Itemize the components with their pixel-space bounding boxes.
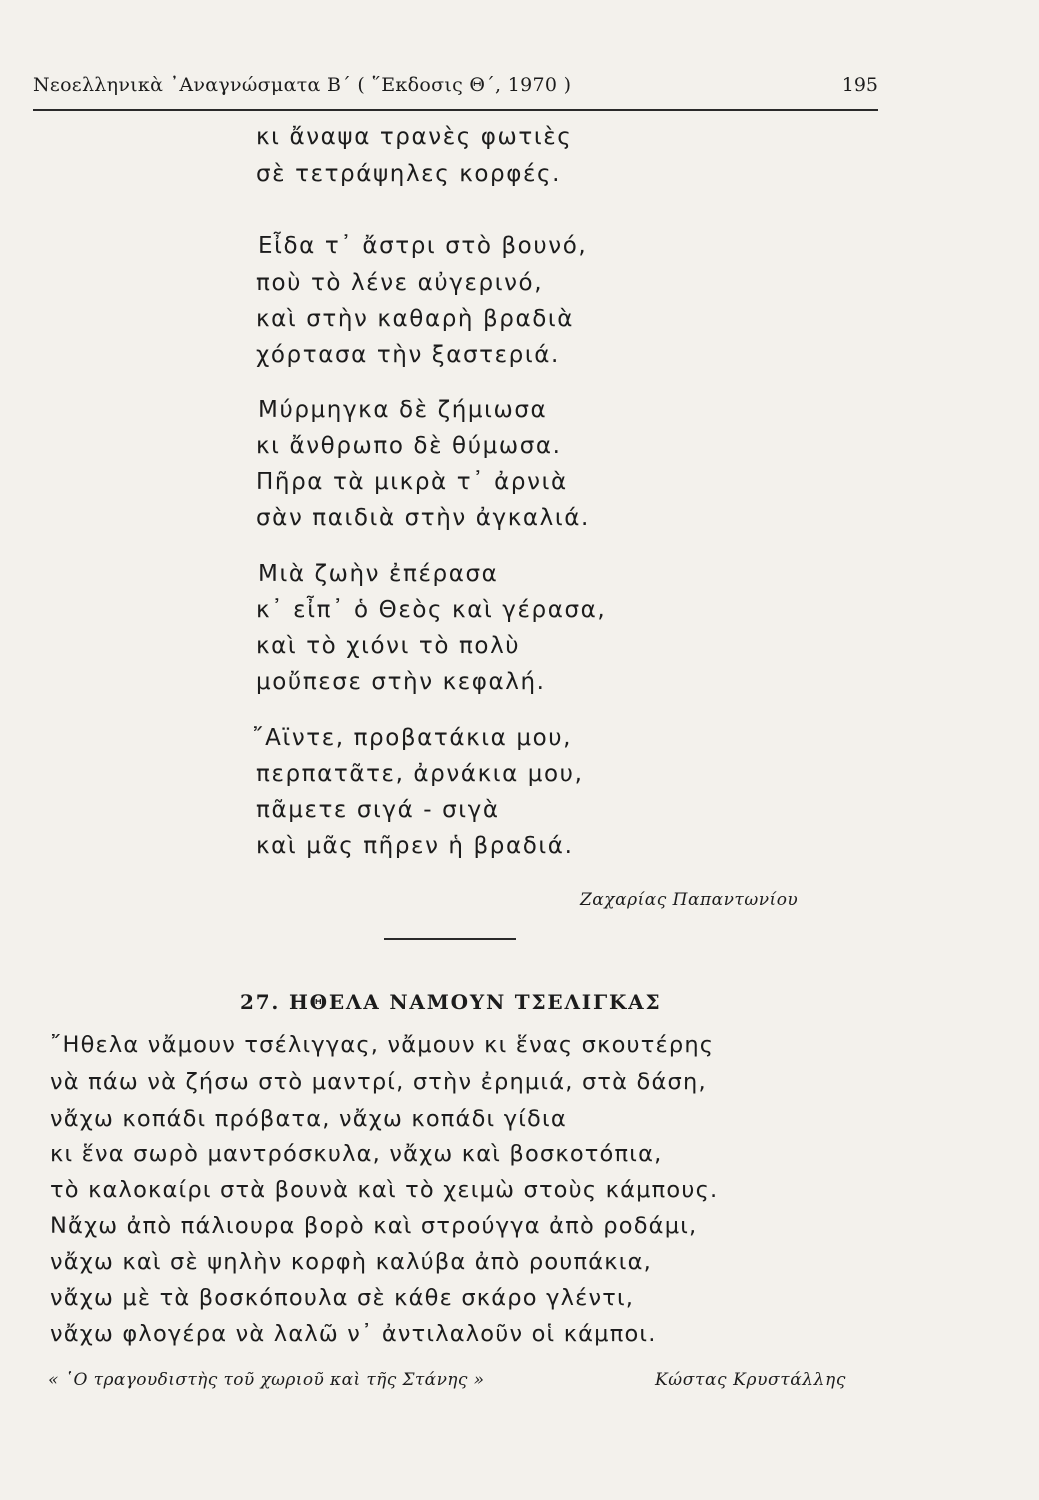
section-divider xyxy=(384,938,516,940)
poem-line: νἄχω καὶ σὲ ψηλὴν κορφὴ καλύβα ἀπὸ ρουπάκια, xyxy=(50,1249,652,1275)
poem-line: ποὺ τὸ λένε αὐγερινό, xyxy=(256,270,544,296)
poem-line: χόρτασα τὴν ξαστεριά. xyxy=(256,342,560,368)
poem-line: κι ἄνθρωπο δὲ θύμωσα. xyxy=(256,433,562,459)
page-number: 195 xyxy=(841,74,878,96)
poem-line: Εἶδα τ᾿ ἄστρι στὸ βουνό, xyxy=(258,233,588,259)
running-title: Νεοελληνικὰ ᾿Αναγνώσματα Β΄ ( ῞Εκδοσις Θ΄, 1970 ) xyxy=(33,74,572,96)
poem-line: καὶ τὸ χιόνι τὸ πολὺ xyxy=(256,633,521,659)
poem-line: Πῆρα τὰ μικρὰ τ᾿ ἀρνιὰ xyxy=(256,469,568,495)
poem-line: κ᾿ εἶπ᾿ ὁ Θεὸς καὶ γέρασα, xyxy=(256,597,607,623)
poem-line: νὰ πάω νὰ ζήσω στὸ μαντρί, στὴν ἐρημιά, στὰ δάση, xyxy=(50,1069,707,1095)
poem-line: μοὔπεσε στὴν κεφαλή. xyxy=(256,669,546,695)
poem-1-author: Ζαχαρίας Παπαντωνίου xyxy=(580,890,799,910)
poem-line: νἄχω κοπάδι πρόβατα, νἄχω κοπάδι γίδια xyxy=(50,1106,567,1132)
poem-line: κι ἕνα σωρὸ μαντρόσκυλα, νἄχω καὶ βοσκοτόπια, xyxy=(50,1141,663,1167)
poem-line: Μιὰ ζωὴν ἐπέρασα xyxy=(258,561,499,587)
poem-line: Μύρμηγκα δὲ ζήμιωσα xyxy=(258,397,548,423)
header-rule xyxy=(33,109,878,111)
poem-line: σὲ τετράψηλες κορφές. xyxy=(256,161,562,187)
page-header xyxy=(33,74,878,104)
poem-line: νἄχω φλογέρα νὰ λαλῶ ν᾿ ἀντιλαλοῦν οἱ κάμποι. xyxy=(50,1321,657,1347)
poem-line: τὸ καλοκαίρι στὰ βουνὰ καὶ τὸ χειμὼ στοὺς κάμπους. xyxy=(50,1177,719,1203)
poem-line: πᾶμετε σιγά - σιγὰ xyxy=(256,797,500,823)
poem-line: σὰν παιδιὰ στὴν ἀγκαλιά. xyxy=(256,505,590,531)
poem-2-heading: 27. ΗΘΕΛΑ ΝΑΜΟΥΝ ΤΣΕΛΙΓΚΑΣ xyxy=(240,990,662,1014)
poem-line: καὶ μᾶς πῆρεν ἡ βραδιά. xyxy=(256,833,574,859)
poem-line: ῎Ηθελα νἄμουν τσέλιγγας, νἄμουν κι ἕνας σκουτέρης xyxy=(50,1032,715,1058)
poem-line: νἄχω μὲ τὰ βοσκόπουλα σὲ κάθε σκάρο γλέντι, xyxy=(50,1285,635,1311)
poem-line: κι ἄναψα τρανὲς φωτιὲς xyxy=(256,124,573,150)
poem-line: Νἄχω ἀπὸ πάλιουρα βορὸ καὶ στρούγγα ἀπὸ ροδάμι, xyxy=(50,1213,698,1239)
poem-2-source: « ῾Ο τραγουδιστὴς τοῦ χωριοῦ καὶ τῆς Στάνης » xyxy=(48,1370,485,1390)
poem-line: καὶ στὴν καθαρὴ βραδιὰ xyxy=(256,306,575,332)
poem-2-author: Κώστας Κρυστάλλης xyxy=(655,1370,846,1390)
poem-line: περπατᾶτε, ἀρνάκια μου, xyxy=(256,761,584,787)
poem-line: ῎Αϊντε, προβατάκια μου, xyxy=(252,725,573,751)
